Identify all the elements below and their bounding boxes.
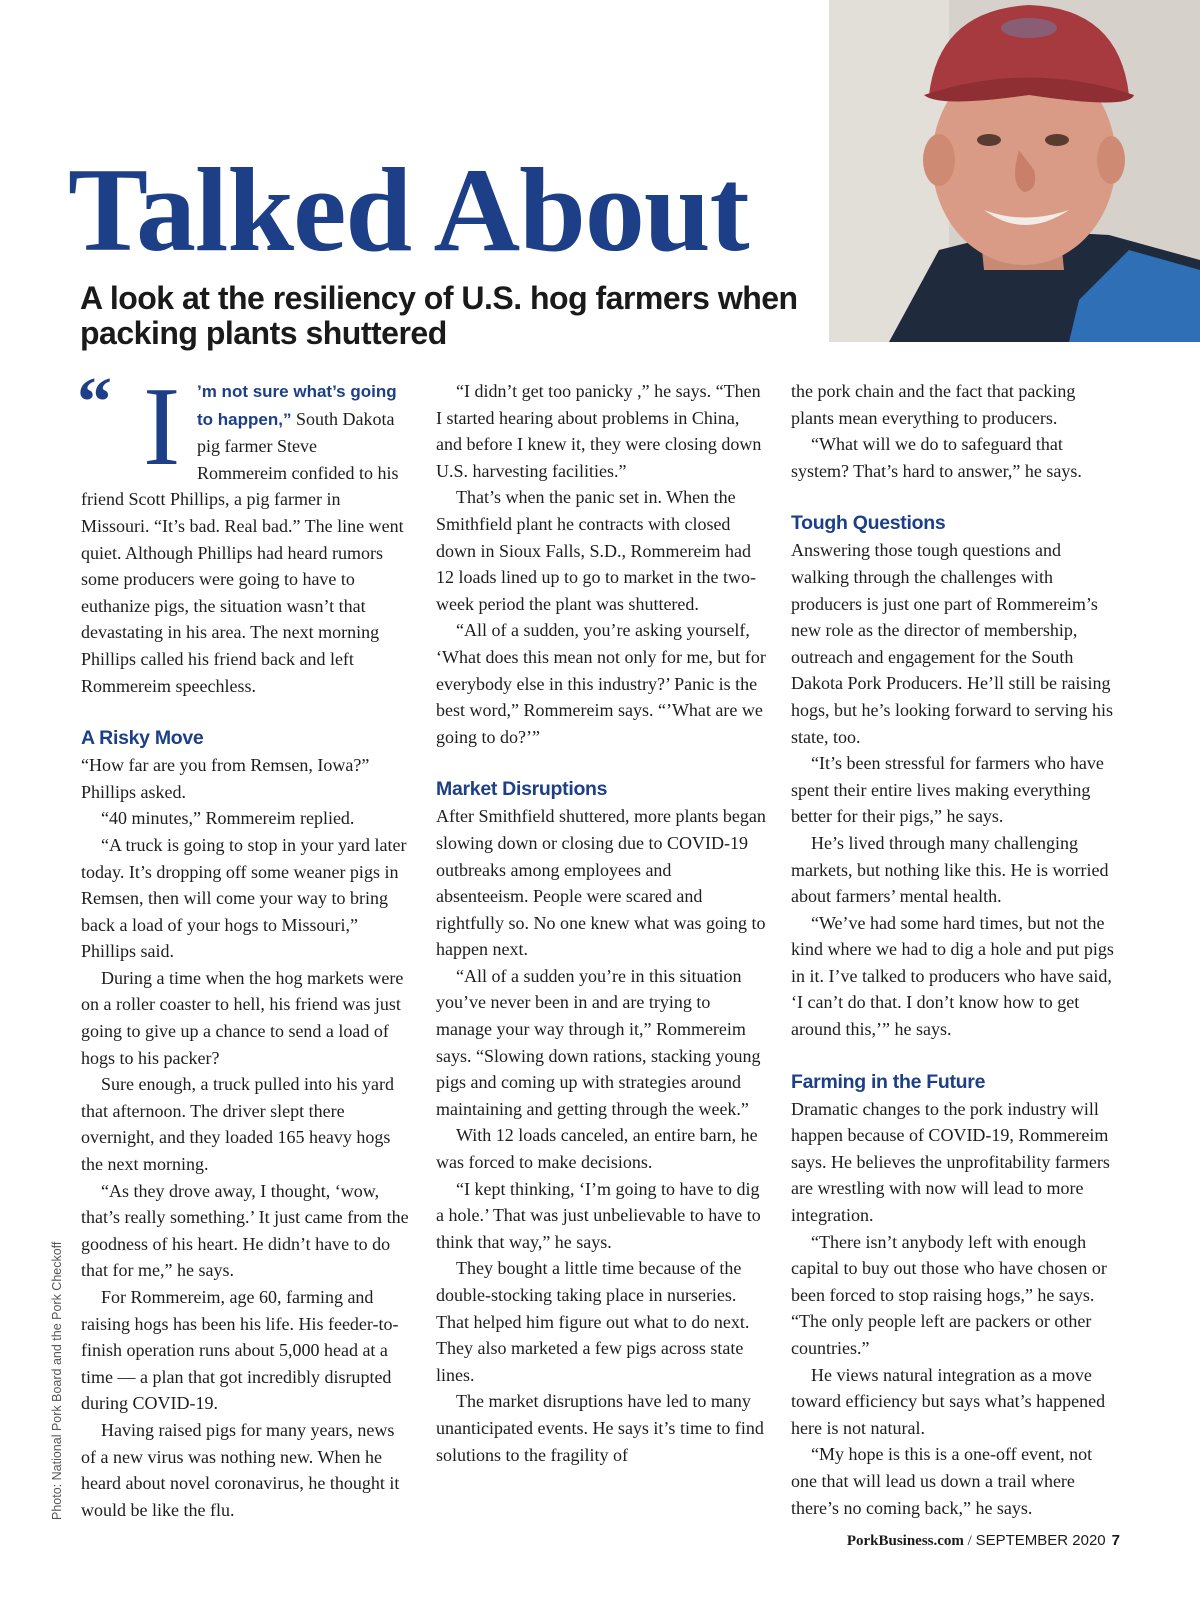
subhead-tough-questions: Tough Questions	[791, 512, 946, 535]
article-column-2	[436, 378, 766, 1468]
paragraph: Having raised pigs for many years, news of a new virus was nothing new. When he heard about novel coronavirus, he thought it would be like the flu.	[81, 1419, 400, 1520]
paragraph: “What will we do to safeguard that system? That’s hard to answer,” he says.	[791, 434, 1082, 481]
lead-in: ’m not sure what’s going to happen,”	[197, 382, 397, 429]
paragraph: Sure enough, a truck pulled into his yard that afternoon. The driver slept there overnight, and they loaded 165 heavy hogs the next morning.	[81, 1074, 394, 1175]
paragraph: “As they drove away, I thought, ‘wow, that’s really something.’ It just came from the goodness of his heart. He didn’t have to do that for me,” he says.	[81, 1180, 409, 1281]
subhead-risky-move: A Risky Move	[81, 727, 204, 750]
paragraph: Answering those tough questions and walking through the challenges with producers is just one part of Rommereim’s new role as the director of membership, outreach and engagement for the South Dakota Pork Producers. He’ll still be raising hogs, but he’s looking forward to serving his state, too.	[791, 540, 1113, 747]
paragraph: “I kept thinking, ‘I’m going to have to dig a hole.’ That was just unbelievable to have to think that way,” he says.	[436, 1178, 761, 1252]
article-column-3	[791, 378, 1121, 1521]
paragraph: The market disruptions have led to many unanticipated events. He says it’s time to find solutions to the fragility of	[436, 1391, 764, 1465]
paragraph: That’s when the panic set in. When the Smithfield plant he contracts with closed down in Sioux Falls, S.D., Rommereim had 12 loads lined up to go to market in the two-week period the plant was shuttered.	[436, 487, 756, 614]
article-column-1	[77, 364, 411, 1523]
paragraph: “My hope is this is a one-off event, not one that will lead us down a trail where there’s no coming back,” he says.	[791, 1444, 1093, 1518]
paragraph: He views natural integration as a move toward efficiency but says what’s happened here is not natural.	[791, 1364, 1106, 1438]
opening-paragraph-block	[77, 364, 411, 699]
paragraph: “It’s been stressful for farmers who have spent their entire lives making everything better for their pigs,” he says.	[791, 753, 1104, 827]
footer-date: SEPTEMBER 2020	[975, 1532, 1106, 1549]
paragraph: During a time when the hog markets were on a roller coaster to hell, his friend was just going to give up a chance to send a load of hogs to his packer?	[81, 967, 404, 1068]
drop-cap: I	[143, 365, 181, 489]
paragraph: the pork chain and the fact that packing plants mean everything to producers.	[791, 381, 1076, 428]
farmer-portrait-photo	[829, 0, 1200, 342]
paragraph: With 12 loads canceled, an entire barn, he was forced to make decisions.	[436, 1125, 758, 1173]
footer-site: PorkBusiness.com	[846, 1533, 964, 1549]
paragraph: “How far are you from Remsen, Iowa?” Phillips asked.	[81, 755, 370, 802]
footer-separator: /	[963, 1533, 976, 1549]
paragraph: “A truck is going to stop in your yard later today. It’s dropping off some weaner pigs in Remsen, then will come your way to bring back a load of your hogs to Missouri,” Phillips said.	[81, 834, 407, 962]
paragraph: Dramatic changes to the pork industry will happen because of COVID-19, Rommereim says. He believes the unprofitability farmers are wrestling with now will lead to more integration.	[791, 1098, 1110, 1226]
paragraph-text: South Dakota pig farmer Steve Rommereim confided to his friend Scott Phillips, a pig farmer in Missouri. “It’s bad. Real bad.” The line went quiet. Although Phillips had heard rumors some producers were going to have to euthanize pigs, the situation wasn’t that devastating in his area. The next morning Phillips called his friend back and left Rommereim speechless.	[81, 408, 404, 696]
deck-subtitle: A look at the resiliency of U.S. hog farmers when packing plants shuttered	[80, 280, 798, 351]
paragraph: “All of a sudden, you’re asking yourself, ‘What does this mean not only for me, but for everybody else in this industry?’ Panic is the best word,” Rommereim says. “’What are we going to do?’”	[436, 620, 766, 747]
open-quote-glyph: “	[77, 364, 112, 441]
paragraph: “40 minutes,” Rommereim replied.	[101, 808, 355, 829]
paragraph: “We’ve had some hard times, but not the kind where we had to dig a hole and put pigs in it. I’ve talked to producers who have said, ‘I can’t do that. I don’t know how to get around this,’” he says.	[791, 912, 1114, 1040]
paragraph	[81, 365, 411, 699]
paragraph: “There isn’t anybody left with enough capital to buy out those who have chosen or been forced to stop raising hogs,” he says. “The only people left are packers or other countries.”	[791, 1231, 1107, 1358]
subhead-market-disruptions: Market Disruptions	[436, 778, 608, 801]
paragraph: After Smithfield shuttered, more plants began slowing down or closing due to COVID-19 outbreaks among employees and absenteeism. People were scared and rightfully so. No one knew what was going to happen next.	[436, 806, 766, 960]
paragraph: They bought a little time because of the double-stocking taking place in nurseries. That helped him figure out what to do next. They also marketed a few pigs across state lines.	[436, 1258, 750, 1385]
paragraph: “All of a sudden you’re in this situation you’ve never been in and are trying to manage your way through it,” Rommereim says. “Slowing down rations, stacking young pigs and coming up with strategies around maintaining and getting through the week.”	[436, 965, 761, 1119]
page-number: 7	[1111, 1532, 1120, 1549]
paragraph: “I didn’t get too panicky ,” he says. “Then I started hearing about problems in China, and before I knew it, they were closing down U.S. harvesting facilities.”	[436, 381, 762, 481]
portrait-illustration	[829, 0, 1200, 342]
subhead-farming-future: Farming in the Future	[791, 1070, 986, 1093]
paragraph: He’s lived through many challenging markets, but nothing like this. He is worried about farmers’ mental health.	[791, 832, 1109, 907]
headline: Talked About	[68, 143, 749, 276]
page-footer	[847, 1532, 1120, 1550]
paragraph: For Rommereim, age 60, farming and raising hogs has been his life. His feeder-to-finish operation runs about 5,000 head at a time — a plan that got incredibly disrupted during COVID-19.	[81, 1287, 399, 1414]
photo-credit: Photo: National Pork Board and the Pork Checkoff	[50, 1241, 64, 1520]
